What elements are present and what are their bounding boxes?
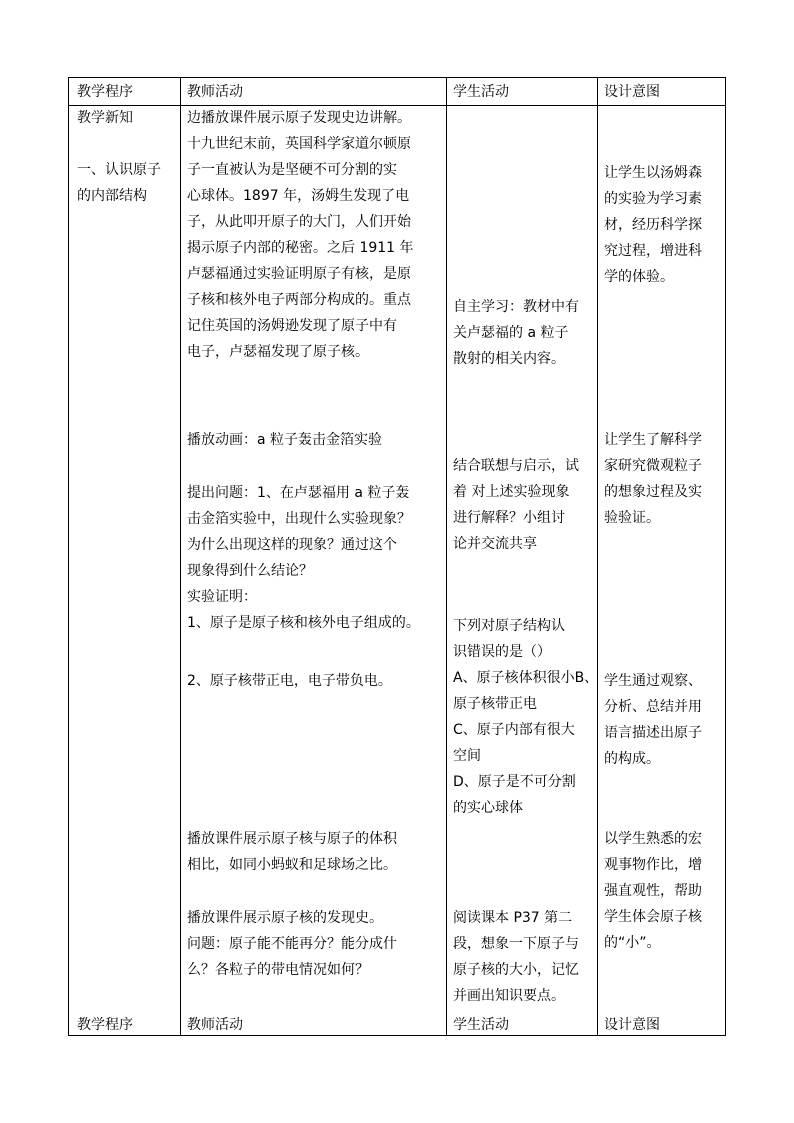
footer-col-procedure: 教学程序: [77, 1017, 133, 1033]
student-line: 关卢瑟福的 a 粒子: [453, 325, 569, 341]
teacher-line: 心球体。1897 年，汤姆生发现了电: [187, 188, 410, 204]
teacher-line: 子一直被认为是坚硬不可分割的实: [187, 162, 397, 178]
student-line: 原子核的大小，记忆: [453, 962, 579, 978]
student-line: 原子核带正电: [453, 696, 537, 712]
header-col-procedure: 教学程序: [77, 84, 133, 100]
design-line: 让学生了解科学: [604, 432, 702, 448]
design-line: 学生体会原子核: [604, 909, 702, 925]
teacher-line: 现象得到什么结论？: [187, 563, 313, 579]
design-intent-block: [604, 427, 702, 531]
teacher-line: 电子，卢瑟福发现了原子核。: [187, 344, 369, 360]
student-line: 进行解释？小组讨: [453, 510, 565, 526]
teacher-question-block: [187, 480, 420, 636]
student-line: D、原子是不可分割: [453, 774, 576, 790]
student-line: 散射的相关内容。: [453, 351, 565, 367]
teacher-line: 子核和核外电子两部分构成的。重点: [187, 292, 411, 308]
student-line: 空间: [453, 748, 481, 764]
teacher-line: 提出问题：1、在卢瑟福用 a 粒子轰: [187, 485, 410, 501]
student-line: 着 对上述实验现象: [453, 484, 570, 500]
teacher-line: 卢瑟福通过实验证明原子有核，是原: [187, 266, 411, 282]
teacher-line: 子，从此叩开原子的大门，人们开始: [187, 214, 411, 230]
design-intent-block: [604, 826, 702, 956]
design-line: 究过程，增进科: [604, 243, 702, 259]
student-reading-block: [453, 905, 579, 1009]
procedure-cell: [77, 105, 161, 209]
student-line: 并画出知识要点。: [453, 988, 565, 1004]
lesson-plan-table: [68, 77, 726, 1036]
procedure-line: 的内部结构: [77, 188, 147, 204]
design-line: 观事物作比，增: [604, 857, 702, 873]
teacher-line: 击金箔实验中，出现什么实验现象？: [187, 511, 411, 527]
student-self-study-block: [453, 294, 579, 372]
teacher-line: 十九世纪末前，英国科学家道尔顿原: [187, 136, 411, 152]
design-line: 分析、总结并用: [604, 699, 702, 715]
design-line: 材，经历科学探: [604, 217, 702, 233]
teacher-line: 相比，如同小蚂蚁和足球场之比。: [187, 857, 397, 873]
student-line: 识错误的是（）: [453, 644, 551, 660]
design-line: 的构成。: [604, 751, 660, 767]
design-line: 让学生以汤姆森: [604, 165, 702, 181]
footer-col-teacher: 教师活动: [187, 1017, 243, 1033]
student-line: 自主学习：教材中有: [453, 299, 579, 315]
teacher-line: 为什么出现这样的现象？通过这个: [187, 537, 397, 553]
design-line: 学的体验。: [604, 269, 674, 285]
student-line: 段，想象一下原子与: [453, 936, 579, 952]
student-line: 的实心球体: [453, 800, 523, 816]
teacher-line: 播放课件展示原子核的发现史。: [187, 910, 383, 926]
student-line: 阅读课本 P37 第二: [453, 910, 573, 926]
design-intent-block: [604, 668, 702, 772]
teacher-line: 揭示原子内部的秘密。之后 1911 年: [187, 240, 414, 256]
student-line: 论并交流共享: [453, 536, 537, 552]
teacher-intro-block: [187, 105, 414, 365]
design-intent-block: [604, 160, 702, 290]
header-col-design: 设计意图: [604, 84, 660, 100]
design-line: 的想象过程及实: [604, 484, 702, 500]
design-line: 语言描述出原子: [604, 725, 702, 741]
column-divider: [597, 78, 598, 1035]
student-line: 结合联想与启示，试: [453, 458, 579, 474]
teacher-line: 播放课件展示原子核与原子的体积: [187, 831, 397, 847]
student-line: 下列对原子结构认: [453, 618, 565, 634]
design-line: 家研究微观粒子: [604, 458, 702, 474]
teacher-point-two: 2、原子核带正电，电子带负电。: [187, 673, 392, 689]
teacher-line: 问题：原子能不能再分？能分成什: [187, 936, 397, 952]
design-line: 学生通过观察、: [604, 673, 702, 689]
teacher-line: 1、原子是原子核和核外电子组成的。: [187, 615, 420, 631]
design-line: 的实验为学习素: [604, 191, 702, 207]
teacher-animation-line: 播放动画：a 粒子轰击金箔实验: [187, 432, 383, 448]
student-discussion-block: [453, 453, 579, 557]
student-line: A、原子核体积很小B、: [453, 670, 599, 686]
teacher-line: 实验证明：: [187, 589, 257, 605]
design-line: 强直观性，帮助: [604, 883, 702, 899]
student-quiz-block: [453, 613, 598, 821]
teacher-size-block: [187, 826, 397, 878]
teacher-history-block: [187, 905, 397, 983]
design-line: 以学生熟悉的宏: [604, 831, 702, 847]
header-col-teacher: 教师活动: [187, 84, 243, 100]
footer-col-student: 学生活动: [453, 1017, 509, 1033]
teacher-line: 么？各粒子的带电情况如何？: [187, 962, 369, 978]
teacher-line: 边播放课件展示原子发现史边讲解。: [187, 110, 411, 126]
procedure-line: 一、认识原子: [77, 162, 161, 178]
header-col-student: 学生活动: [453, 84, 509, 100]
column-divider: [446, 78, 447, 1035]
procedure-line: 教学新知: [77, 110, 133, 126]
design-line: 的“小”。: [604, 935, 661, 951]
footer-col-design: 设计意图: [604, 1017, 660, 1033]
column-divider: [180, 78, 181, 1035]
student-line: C、原子内部有很大: [453, 722, 575, 738]
teacher-line: 记住英国的汤姆逊发现了原子中有: [187, 318, 397, 334]
design-line: 验验证。: [604, 510, 660, 526]
